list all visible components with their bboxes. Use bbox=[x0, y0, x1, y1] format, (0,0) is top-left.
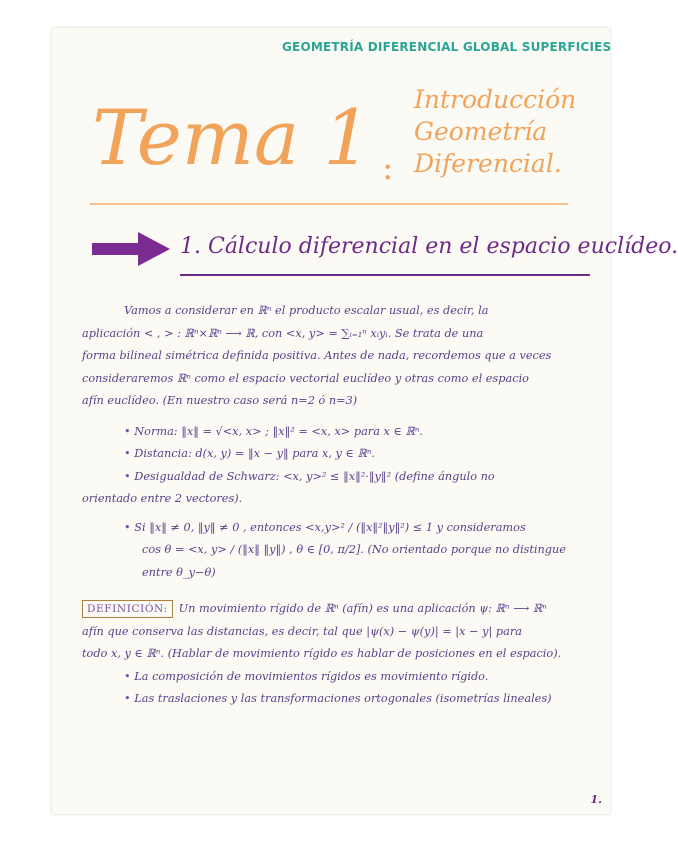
sub-bullet-text: Las traslaciones y las transformaciones ortogonales (isometrías lineales) bbox=[134, 692, 552, 705]
text-line: afín euclídeo. (En nuestro caso será n=2 ó n=3) bbox=[82, 394, 358, 407]
section-heading: 1. Cálculo diferencial en el espacio euclídeo. bbox=[180, 234, 678, 259]
bullet-dot-icon: • bbox=[124, 469, 131, 483]
intro-line: Introducción bbox=[414, 85, 577, 114]
bullet-text: Norma: ‖x‖ = √<x, x> ; ‖x‖² = <x, x> para x ∈ ℝⁿ. bbox=[134, 424, 424, 438]
text-line: forma bilineal simétrica definida positiva. Antes de nada, recordemos que a veces bbox=[82, 349, 552, 362]
bullet-text: Distancia: d(x, y) = ‖x − y‖ para x, y ∈ ℝⁿ. bbox=[134, 447, 376, 460]
title-colon: : bbox=[382, 148, 394, 188]
definition-line: afín que conserva las distancias, es decir, tal que |ψ(x) − ψ(y)| = |x − y| para bbox=[82, 624, 523, 638]
bullet-item bbox=[82, 466, 587, 489]
subject-header: GEOMETRÍA DIFERENCIAL GLOBAL SUPERFICIES bbox=[282, 40, 612, 54]
notebook-page bbox=[52, 28, 678, 814]
sub-bullet-text: La composición de movimientos rígidos es movimiento rígido. bbox=[134, 669, 489, 683]
page-number: 1. bbox=[590, 793, 602, 806]
bullet-dot-icon: • bbox=[124, 669, 131, 683]
definition-line: todo x, y ∈ ℝⁿ. (Hablar de movimiento rígido es hablar de posiciones en el espacio). bbox=[82, 647, 562, 660]
tema-title: Tema 1 bbox=[92, 93, 372, 182]
bullet-dot-icon: • bbox=[124, 424, 131, 438]
bullet-dot-icon: • bbox=[124, 447, 131, 460]
arrow-right-icon bbox=[90, 229, 172, 269]
text-line: aplicación < , > : ℝⁿ×ℝⁿ ⟶ ℝ, con <x, y> = ∑ᵢ₌₁ⁿ xᵢyᵢ. Se trata de una bbox=[82, 326, 484, 340]
bullet-continuation: orientado entre 2 vectores). bbox=[82, 492, 243, 505]
section-underline bbox=[180, 274, 590, 276]
title-divider bbox=[90, 203, 568, 205]
intro-title bbox=[414, 84, 576, 180]
bullet-item bbox=[82, 443, 587, 466]
definition-label: DEFINICIÓN: bbox=[82, 600, 173, 618]
bullet-dot-icon: • bbox=[124, 692, 131, 705]
definition-text: Un movimiento rígido de ℝⁿ (afín) es una aplicación ψ: ℝⁿ ⟶ ℝⁿ bbox=[178, 602, 547, 615]
bullet-text: Desigualdad de Schwarz: <x, y>² ≤ ‖x‖²·‖y‖² (define ángulo no bbox=[134, 469, 495, 483]
bullet-continuation: cos θ = <x, y> / (‖x‖ ‖y‖) , θ ∈ [0, π/2]. (No orientado porque no distingue entre θ_y−θ) bbox=[142, 543, 566, 579]
notes-body bbox=[82, 300, 587, 711]
bullet-item bbox=[82, 421, 587, 444]
sub-bullet-item bbox=[82, 666, 587, 689]
sub-bullet-item bbox=[82, 688, 587, 711]
text-line: Vamos a considerar en ℝⁿ el producto escalar usual, es decir, la bbox=[124, 304, 489, 317]
bullet-dot-icon: • bbox=[124, 520, 131, 534]
text-line: consideraremos ℝⁿ como el espacio vectorial euclídeo y otras como el espacio bbox=[82, 371, 529, 385]
intro-line: Geometría bbox=[414, 117, 548, 146]
bullet-item bbox=[82, 517, 587, 540]
definition-line bbox=[82, 598, 587, 621]
bullet-text: Si ‖x‖ ≠ 0, ‖y‖ ≠ 0 , entonces <x,y>² / (‖x‖²‖y‖²) ≤ 1 y consideramos bbox=[134, 520, 526, 534]
intro-line: Diferencial. bbox=[414, 149, 562, 178]
